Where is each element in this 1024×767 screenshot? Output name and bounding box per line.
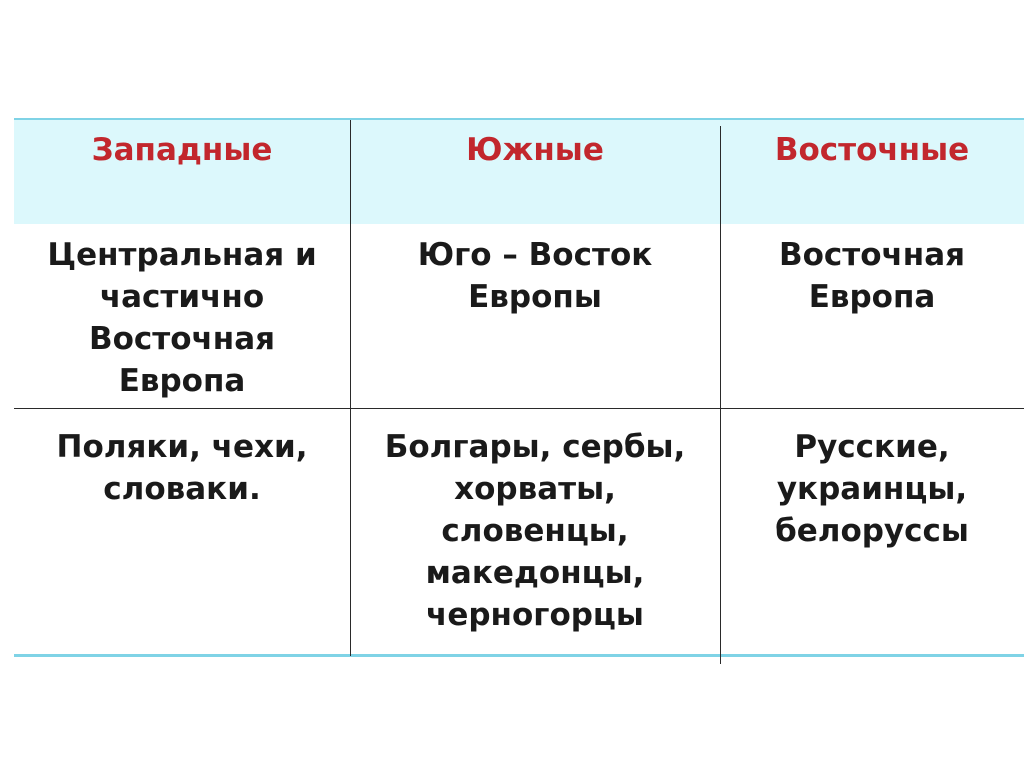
peoples-eastern: [720, 426, 1024, 552]
region-eastern: [720, 234, 1024, 318]
peoples-southern-line-1: Болгары, сербы,: [384, 429, 686, 465]
region-western-line-4: Европа: [118, 363, 246, 399]
region-southern-line-1: Юго – Восток: [417, 237, 653, 273]
header-western: Западные: [91, 132, 273, 168]
row-divider: [14, 408, 1024, 409]
peoples-eastern-line-3: белоруссы: [775, 513, 969, 549]
peoples-western-line-2: словаки.: [103, 471, 261, 507]
column-divider-2: [720, 126, 721, 664]
peoples-eastern-line-1: Русские,: [794, 429, 950, 465]
region-western-line-2: частично: [99, 279, 265, 315]
region-western-line-1: Центральная и: [47, 237, 317, 273]
region-southern: [350, 234, 720, 318]
peoples-western-line-1: Поляки, чехи,: [56, 429, 308, 465]
peoples-southern: [350, 426, 720, 636]
peoples-western: [14, 426, 350, 510]
slavs-table: [14, 118, 1024, 658]
peoples-southern-line-3: словенцы,: [441, 513, 629, 549]
header-eastern: Восточные: [774, 132, 970, 168]
region-eastern-line-2: Европа: [808, 279, 936, 315]
header-southern: Южные: [466, 132, 604, 168]
peoples-southern-line-4: македонцы,: [425, 555, 645, 591]
column-divider-1: [350, 120, 351, 656]
region-southern-line-2: Европы: [468, 279, 602, 315]
peoples-southern-line-5: черногорцы: [426, 597, 644, 633]
region-western: [14, 234, 350, 402]
peoples-eastern-line-2: украинцы,: [776, 471, 968, 507]
table-bottom-border: [14, 654, 1024, 657]
region-western-line-3: Восточная: [88, 321, 276, 357]
peoples-southern-line-2: хорваты,: [454, 471, 616, 507]
region-eastern-line-1: Восточная: [778, 237, 966, 273]
